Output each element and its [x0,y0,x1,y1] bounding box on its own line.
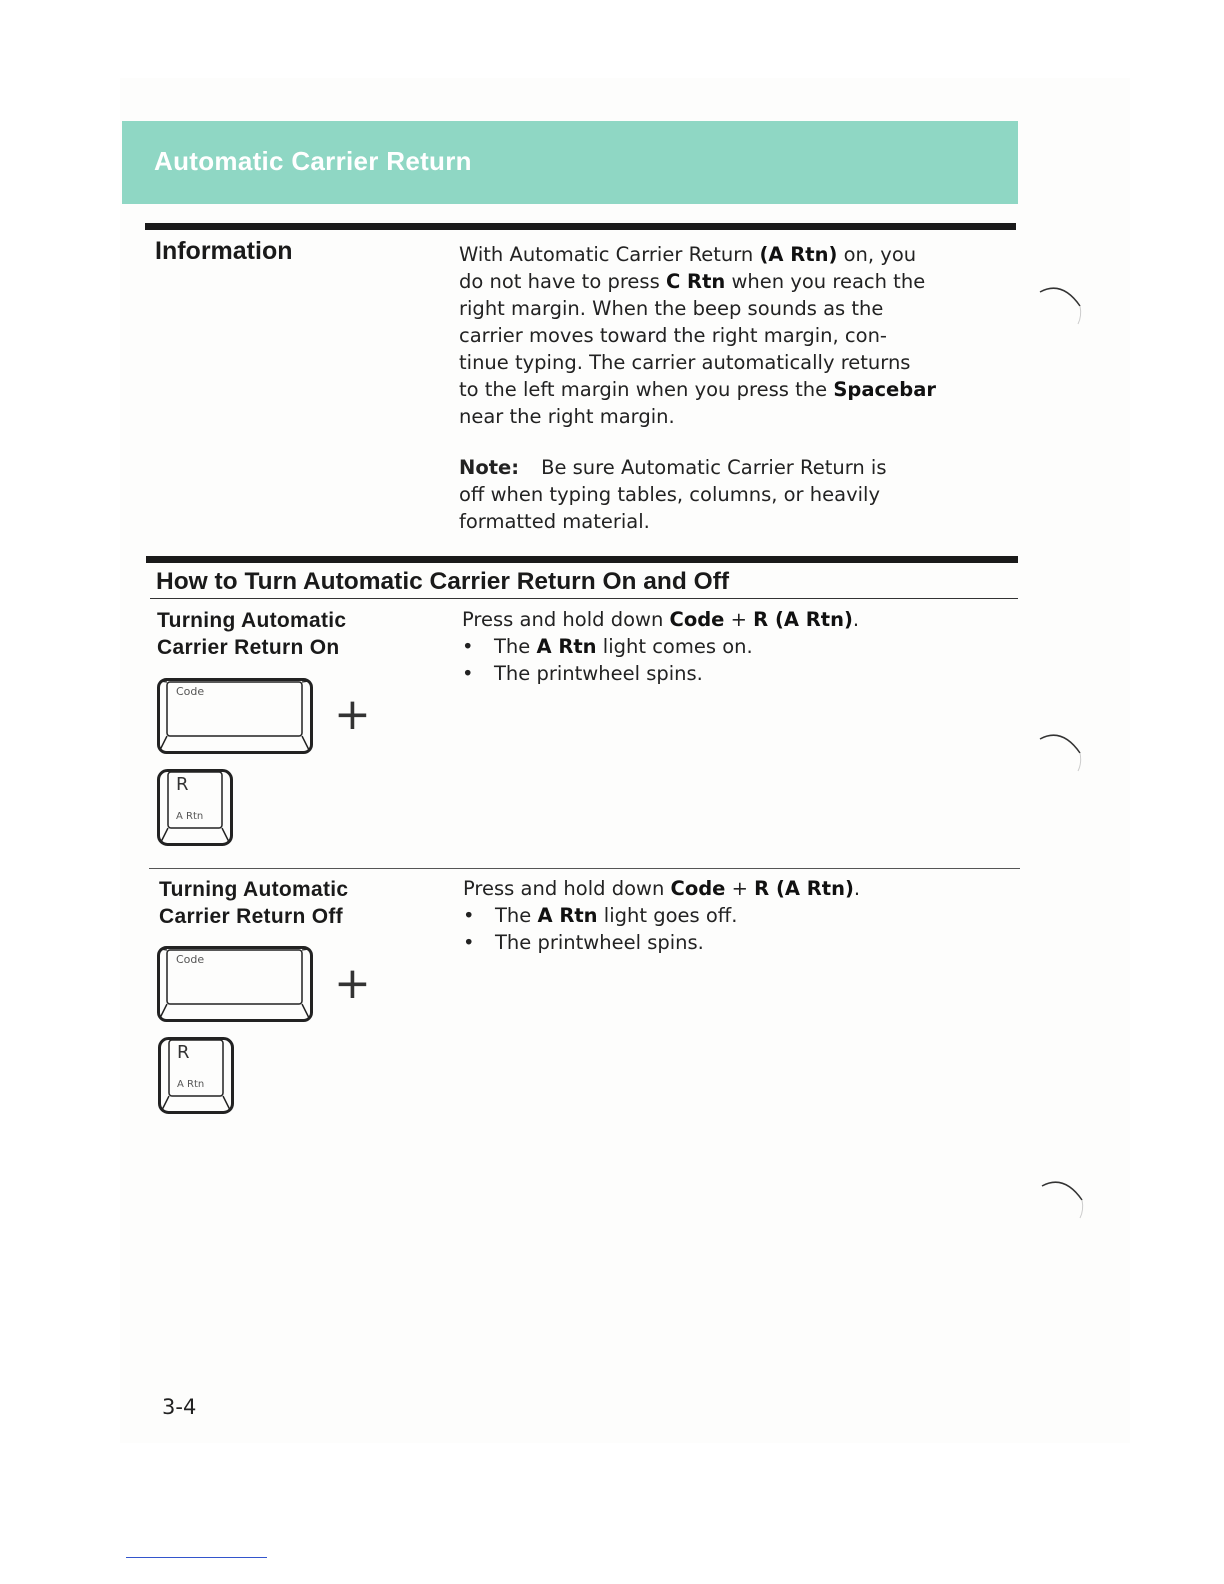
note-line-3: formatted material. [459,510,650,533]
binder-hole-icon [1034,1178,1086,1230]
turning-on-title-line1: Turning Automatic [157,609,347,632]
turning-off-title-line1: Turning Automatic [159,878,349,901]
r-key-sublabel: A Rtn [176,811,204,822]
bullet-icon: • [462,635,474,658]
thin-rule-howto [150,598,1018,599]
bullet-item: • The A Rtn light goes off. [463,904,738,927]
information-line: to the left margin when you press the Spacebar [459,378,936,401]
binder-hole-icon [1032,284,1084,336]
note-label: Note: [459,456,520,479]
bullet-icon: • [463,931,475,954]
code-key-label: Code [176,953,205,966]
note-line-2: off when typing tables, columns, or heavily [459,483,880,506]
page-number: 3-4 [162,1395,197,1419]
thin-rule-divider [149,868,1020,869]
heavy-rule-howto [146,556,1018,563]
information-line: carrier moves toward the right margin, con- [459,324,887,347]
code-key-label: Code [176,685,205,698]
turning-off-title-line2: Carrier Return Off [159,905,343,928]
information-line: tinue typing. The carrier automatically returns [459,351,911,374]
bullet-item: • The printwheel spins. [462,662,703,685]
information-heading: Information [155,237,293,265]
r-key-sublabel: A Rtn [177,1079,205,1090]
turning-on-bullets [462,633,859,687]
r-key-label: R [176,774,189,795]
r-key-icon [157,769,233,846]
r-key-icon [158,1037,234,1114]
bullet-item: • The printwheel spins. [463,931,704,954]
turning-off-steps [463,875,860,956]
note-block [459,454,936,535]
bullet-icon: • [462,662,474,685]
turning-off-title [159,876,348,930]
section-banner [122,121,1018,204]
howto-heading: How to Turn Automatic Carrier Return On and Off [156,568,730,595]
note-line-1: Be sure Automatic Carrier Return is [541,456,887,479]
banner-title: Automatic Carrier Return [154,146,472,176]
bullet-item: • The A Rtn light comes on. [462,635,753,658]
binder-hole-icon [1032,731,1084,783]
information-line: With Automatic Carrier Return (A Rtn) on, you [459,243,917,266]
code-key-icon [157,678,313,754]
bullet-icon: • [463,904,475,927]
heavy-rule-top [145,223,1016,230]
plus-sign: + [334,958,371,1009]
information-line: do not have to press C Rtn when you reach the [459,270,926,293]
r-key-label: R [177,1042,190,1063]
information-line: near the right margin. [459,405,675,428]
turning-on-title [157,607,346,661]
code-key-icon [157,946,313,1022]
plus-sign: + [334,689,371,740]
turning-off-bullets [463,902,860,956]
information-paragraph [459,241,936,535]
turning-on-instruction: Press and hold down Code + R (A Rtn). [462,608,860,631]
information-line: right margin. When the beep sounds as the [459,297,884,320]
turning-on-steps [462,606,859,687]
turning-off-instruction: Press and hold down Code + R (A Rtn). [463,877,861,900]
turning-on-title-line2: Carrier Return On [157,636,340,659]
information-text [459,241,936,430]
footer-line [126,1557,267,1558]
